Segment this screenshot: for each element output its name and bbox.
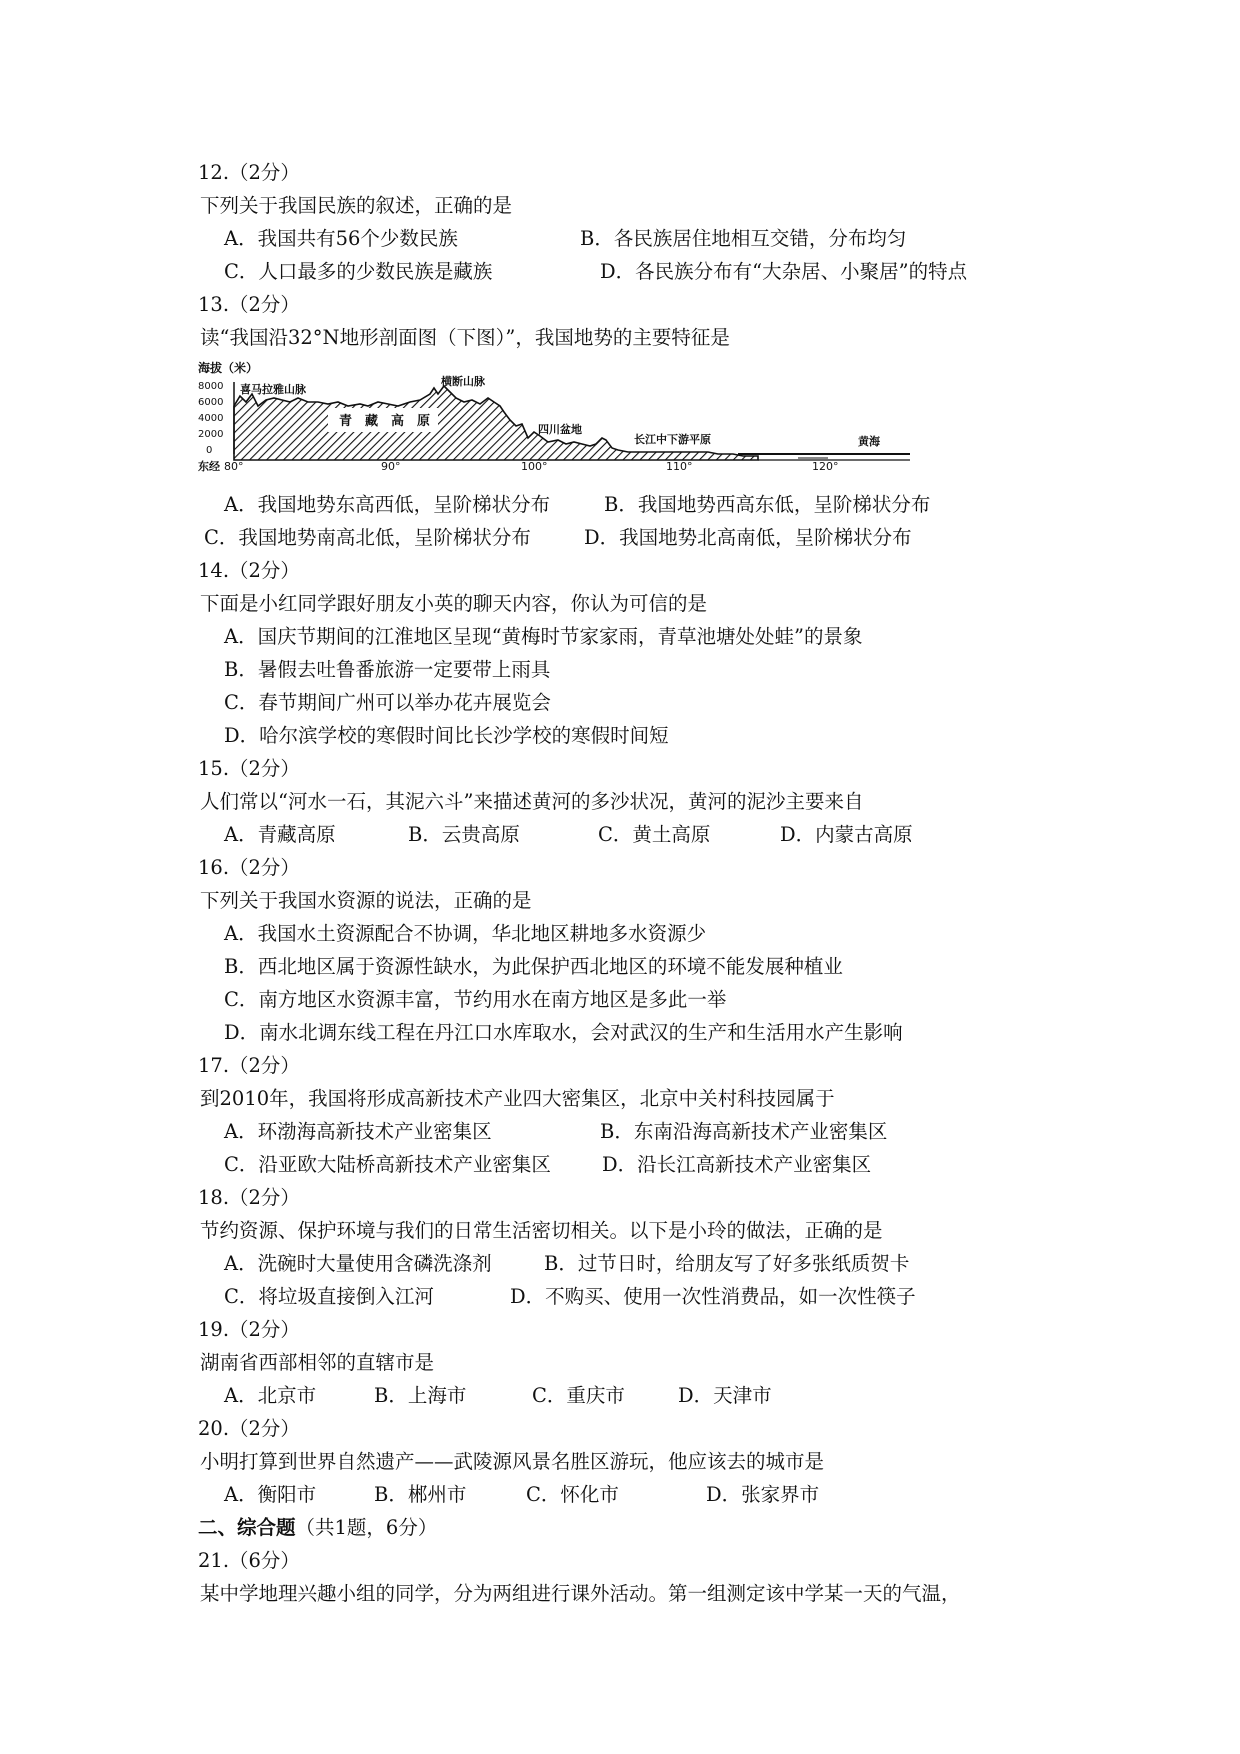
q20-option-b: B．郴州市 xyxy=(374,1483,467,1506)
q16-option-b: B．西北地区属于资源性缺水，为此保护西北地区的环境不能发展种植业 xyxy=(224,955,843,978)
q19-option-b: B．上海市 xyxy=(374,1384,467,1407)
section-title: 二、综合题 xyxy=(198,1516,296,1539)
q12-option-b: B．各民族居住地相互交错，分布均匀 xyxy=(580,227,907,250)
q15-option-a: A．青藏高原 xyxy=(224,823,336,846)
y-axis-label: 海拔（米） xyxy=(198,361,259,375)
y-tick-0: 0 xyxy=(206,445,213,456)
q17-option-a: A．环渤海高新技术产业密集区 xyxy=(224,1120,492,1143)
q17-option-c: C．沿亚欧大陆桥高新技术产业密集区 xyxy=(224,1153,551,1176)
q13-option-d: D．我国地势北高南低，呈阶梯状分布 xyxy=(584,526,912,549)
terrain-profile-figure xyxy=(198,358,918,474)
q18-number: 18.（2分） xyxy=(198,1186,300,1209)
q12-number: 12.（2分） xyxy=(198,161,300,184)
q17-option-d: D．沿长江高新技术产业密集区 xyxy=(602,1153,872,1176)
q19-option-c: C．重庆市 xyxy=(532,1384,625,1407)
y-tick-4000: 4000 xyxy=(198,413,224,424)
q16-option-c: C．南方地区水资源丰富，节约用水在南方地区是多此一举 xyxy=(224,988,727,1011)
q17-number: 17.（2分） xyxy=(198,1054,300,1077)
q15-stem: 人们常以“河水一石，其泥六斗”来描述黄河的多沙状况，黄河的泥沙主要来自 xyxy=(200,790,864,813)
q15-option-b: B．云贵高原 xyxy=(408,823,520,846)
section-heading xyxy=(198,1515,437,1541)
q14-option-a: A．国庆节期间的江淮地区呈现“黄梅时节家家雨，青草池塘处处蛙”的景象 xyxy=(224,625,863,648)
q16-stem: 下列关于我国水资源的说法，正确的是 xyxy=(200,889,532,912)
x-tick-100: 100° xyxy=(521,460,548,473)
q20-option-d: D．张家界市 xyxy=(706,1483,820,1506)
q16-number: 16.（2分） xyxy=(198,856,300,879)
q18-option-a: A．洗碗时大量使用含磷洗涤剂 xyxy=(224,1252,492,1275)
x-tick-120: 120° xyxy=(812,460,839,473)
q15-option-c: C．黄土高原 xyxy=(598,823,711,846)
q14-option-d: D．哈尔滨学校的寒假时间比长沙学校的寒假时间短 xyxy=(224,724,669,747)
q13-option-b: B．我国地势西高东低，呈阶梯状分布 xyxy=(604,493,931,516)
q16-option-d: D．南水北调东线工程在丹江口水库取水，会对武汉的生产和生活用水产生影响 xyxy=(224,1021,903,1044)
terrain-profile-shape xyxy=(234,386,758,460)
q19-option-d: D．天津市 xyxy=(678,1384,772,1407)
q14-number: 14.（2分） xyxy=(198,559,300,582)
x-tick-90: 90° xyxy=(381,460,401,473)
x-axis-prefix: 东经 xyxy=(198,460,220,473)
q14-option-b: B．暑假去吐鲁番旅游一定要带上雨具 xyxy=(224,658,551,681)
q19-number: 19.（2分） xyxy=(198,1318,300,1341)
label-qinghai-tibet-plateau: 青 藏 高 原 xyxy=(339,414,431,429)
q15-number: 15.（2分） xyxy=(198,757,300,780)
q21-stem: 某中学地理兴趣小组的同学，分为两组进行课外活动。第一组测定该中学某一天的气温， xyxy=(200,1582,961,1605)
q14-stem: 下面是小红同学跟好朋友小英的聊天内容，你认为可信的是 xyxy=(200,592,708,615)
q13-stem: 读“我国沿32°N地形剖面图（下图）”，我国地势的主要特征是 xyxy=(200,326,730,349)
q17-option-b: B．东南沿海高新技术产业密集区 xyxy=(600,1120,888,1143)
y-tick-8000: 8000 xyxy=(198,381,224,392)
q18-option-c: C．将垃圾直接倒入江河 xyxy=(224,1285,434,1308)
q20-option-c: C．怀化市 xyxy=(526,1483,619,1506)
q15-option-d: D．内蒙古高原 xyxy=(780,823,913,846)
q18-option-b: B．过节日时，给朋友写了好多张纸质贺卡 xyxy=(544,1252,910,1275)
label-sichuan-basin: 四川盆地 xyxy=(538,423,582,436)
label-yellow-sea: 黄海 xyxy=(858,435,880,448)
q12-option-d: D．各民族分布有“大杂居、小聚居”的特点 xyxy=(600,260,968,283)
q19-stem: 湖南省西部相邻的直辖市是 xyxy=(200,1351,435,1374)
label-yangtze-plain: 长江中下游平原 xyxy=(634,433,711,446)
q12-option-a: A．我国共有56个少数民族 xyxy=(224,227,458,250)
q19-option-a: A．北京市 xyxy=(224,1384,317,1407)
q21-number: 21.（6分） xyxy=(198,1549,300,1572)
q18-option-d: D．不购买、使用一次性消费品，如一次性筷子 xyxy=(510,1285,916,1308)
x-tick-110: 110° xyxy=(666,460,693,473)
q16-option-a: A．我国水土资源配合不协调，华北地区耕地多水资源少 xyxy=(224,922,707,945)
y-tick-2000: 2000 xyxy=(198,429,224,440)
x-tick-80: 80° xyxy=(224,460,244,473)
label-hengduan-mountains: 横断山脉 xyxy=(441,375,485,388)
q13-option-a: A．我国地势东高西低，呈阶梯状分布 xyxy=(224,493,551,516)
q20-number: 20.（2分） xyxy=(198,1417,300,1440)
q12-option-c: C．人口最多的少数民族是藏族 xyxy=(224,260,493,283)
q20-option-a: A．衡阳市 xyxy=(224,1483,317,1506)
q17-stem: 到2010年，我国将形成高新技术产业四大密集区，北京中关村科技园属于 xyxy=(200,1087,835,1110)
q13-number: 13.（2分） xyxy=(198,293,300,316)
q18-stem: 节约资源、保护环境与我们的日常生活密切相关。以下是小玲的做法，正确的是 xyxy=(200,1219,883,1242)
y-tick-6000: 6000 xyxy=(198,397,224,408)
q13-option-c: C．我国地势南高北低，呈阶梯状分布 xyxy=(204,526,531,549)
section-note: （共1题，6分） xyxy=(295,1516,438,1539)
q12-stem: 下列关于我国民族的叙述，正确的是 xyxy=(200,194,513,217)
q20-stem: 小明打算到世界自然遗产——武陵源风景名胜区游玩，他应该去的城市是 xyxy=(200,1450,825,1473)
label-himalayas: 喜马拉雅山脉 xyxy=(240,383,306,396)
q14-option-c: C．春节期间广州可以举办花卉展览会 xyxy=(224,691,551,714)
